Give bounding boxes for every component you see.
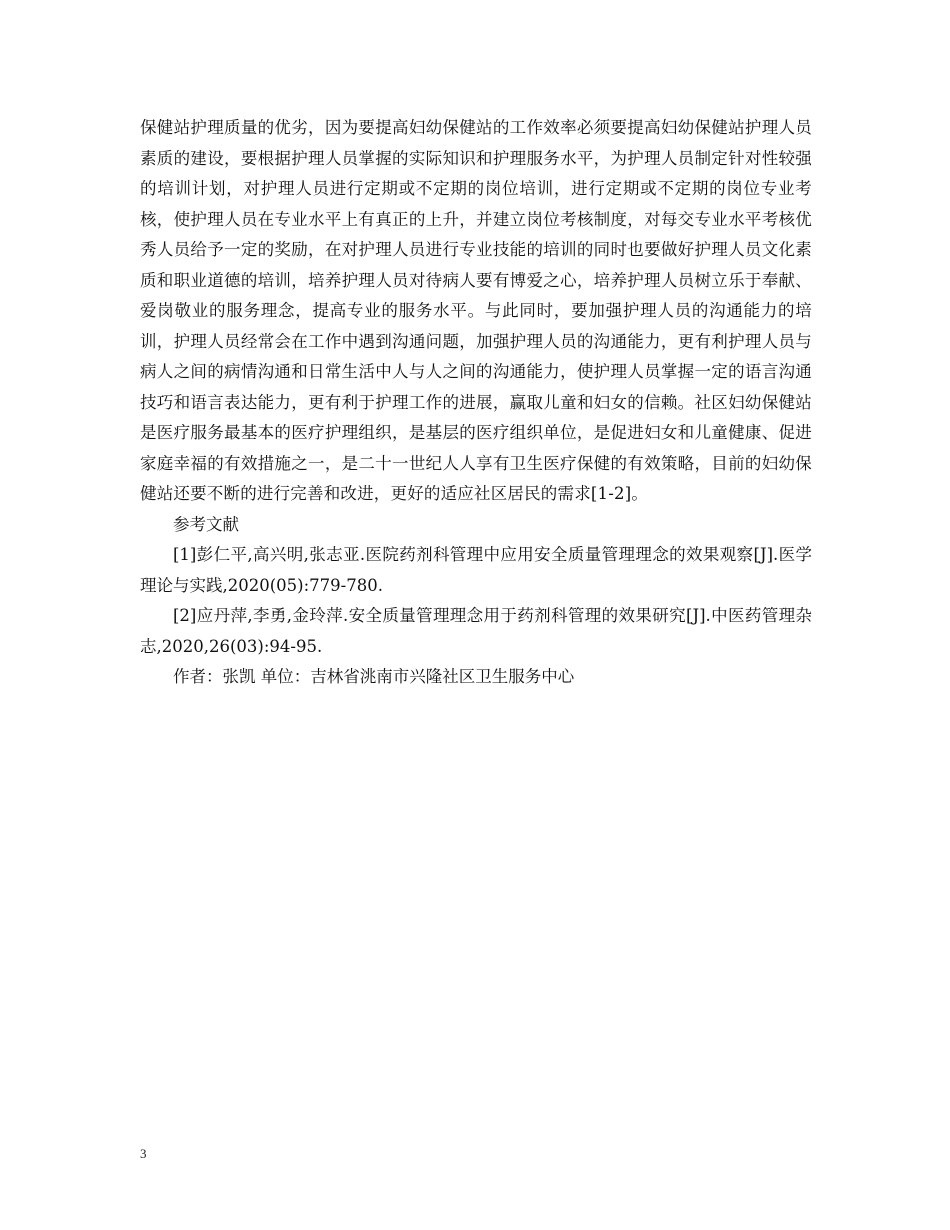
body-paragraph: 保健站护理质量的优劣，因为要提高妇幼保健站的工作效率必须要提高妇幼保健站护理人员素质的建设，要根据护理人员掌握的实际知识和护理服务水平，为护理人员制定针对性较强的培训计划，对护理人员进行定期或不定期的岗位培训，进行定期或不定期的岗位专业考核，使护理人员在专业水平上有真正的上升，并建立岗位考核制度，对每交专业水平考核优秀人员给予一定的奖励，在对护理人员进行专业技能的培训的同时也要做好护理人员文化素质和职业道德的培训，培养护理人员对待病人要有博爱之心，培养护理人员树立乐于奉献、爱岗敬业的服务理念，提高专业的服务水平。与此同时，要加强护理人员的沟通能力的培训，护理人员经常会在工作中遇到沟通问题，加强护理人员的沟通能力，更有利护理人员与病人之间的病情沟通和日常生活中人与人之间的沟通能力，使护理人员掌握一定的语言沟通技巧和语言表达能力，更有利于护理工作的进展，赢取儿童和妇女的信赖。社区妇幼保健站是医疗服务最基本的医疗护理组织，是基层的医疗组织单位，是促进妇女和儿童健康、促进家庭幸福的有效措施之一，是二十一世纪人人享有卫生医疗保健的有效策略，目前的妇幼保健站还要不断的进行完善和改进，更好的适应社区居民的需求[1-2]。 xyxy=(140,118,812,503)
document-content xyxy=(140,113,812,693)
author-affiliation-line: 作者：张凯 单位：吉林省洮南市兴隆社区卫生服务中心 xyxy=(173,667,575,686)
reference-item-2: [2]应丹萍,李勇,金玲萍.安全质量管理理念用于药剂科管理的效果研究[J].中医药管理杂志,2020,26(03):94-95. xyxy=(140,606,812,656)
page-number: 3 xyxy=(140,1146,147,1161)
reference-item-1: [1]彭仁平,高兴明,张志亚.医院药剂科管理中应用安全质量管理理念的效果观察[J].医学理论与实践,2020(05):779-780. xyxy=(140,545,812,595)
references-heading: 参考文献 xyxy=(173,514,239,534)
